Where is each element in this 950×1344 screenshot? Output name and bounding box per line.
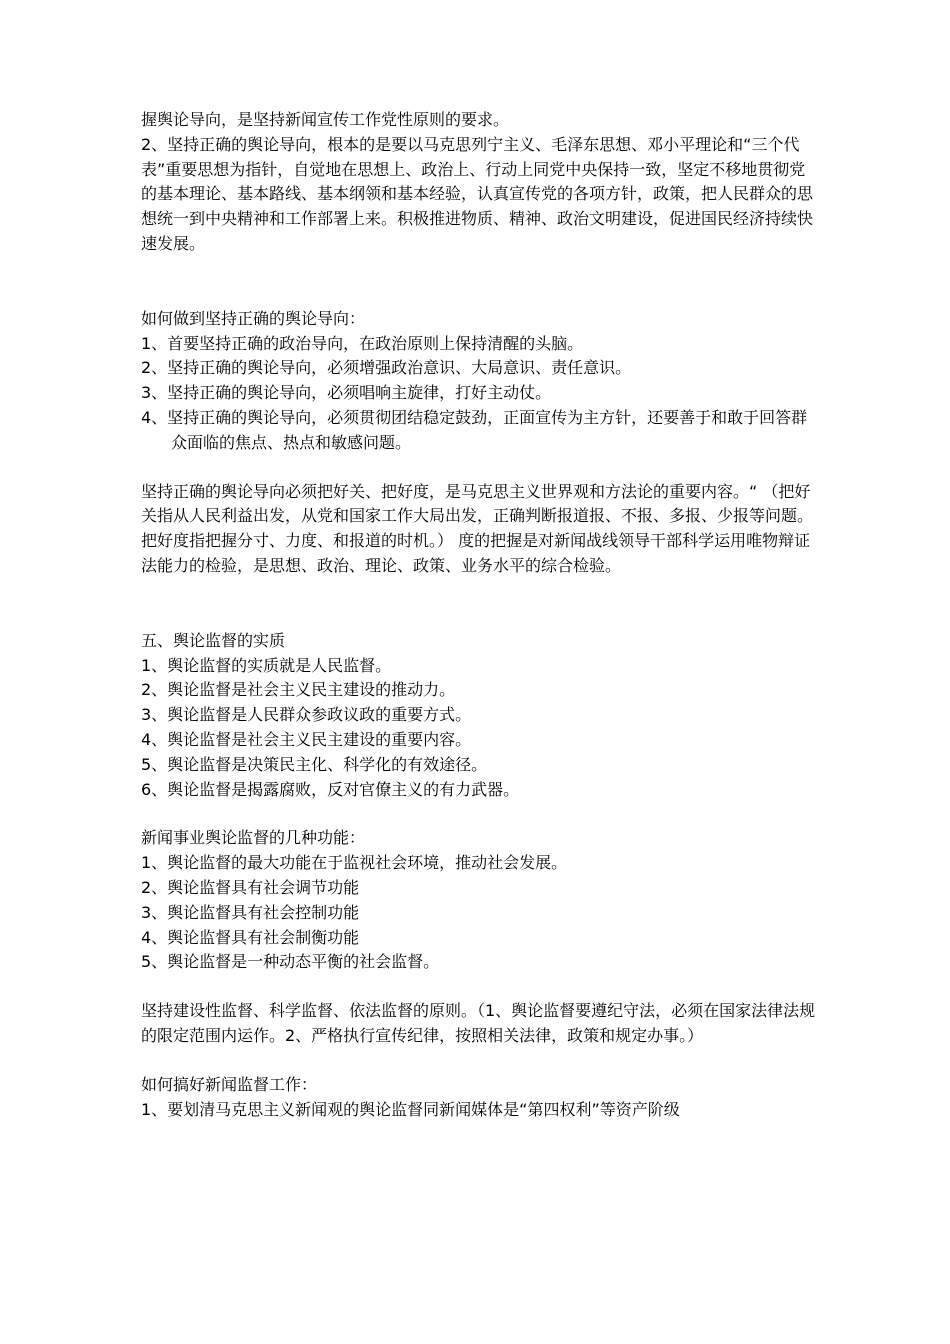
list-item: 3、舆论监督是人民群众参政议政的重要方式。	[141, 705, 472, 725]
section-heading-supervision-essence: 五、舆论监督的实质	[141, 630, 286, 650]
spacer	[141, 579, 821, 629]
list-item: 1、舆论监督的最大功能在于监视社会环境，推动社会发展。	[141, 853, 568, 873]
list-item: 3、舆论监督具有社会控制功能	[141, 902, 360, 922]
list-item: 5、舆论监督是一种动态平衡的社会监督。	[141, 952, 440, 972]
spacer	[141, 456, 821, 480]
list-item: 1、舆论监督的实质就是人民监督。	[141, 655, 392, 675]
list-item: 1、首要坚持正确的政治导向，在政治原则上保持清醒的头脑。	[141, 333, 584, 353]
spacer	[141, 1049, 821, 1073]
section-heading-functions: 新闻事业舆论监督的几种功能：	[141, 828, 366, 848]
list-item: 4、舆论监督是社会主义民主建设的重要内容。	[141, 729, 472, 749]
paragraph-principles: 坚持建设性监督、科学监督、依法监督的原则。（1、舆论监督要遵纪守法，必须在国家法律法规的限定范围内运作。2、严格执行宣传纪律，按照相关法律，政策和规定办事。）	[141, 1001, 816, 1045]
section-heading-guidance: 如何做到坚持正确的舆论导向：	[141, 308, 366, 328]
list-item: 4、舆论监督具有社会制衡功能	[141, 927, 360, 947]
list-item: 2、坚持正确的舆论导向，必须增强政治意识、大局意识、责任意识。	[141, 358, 632, 378]
paragraph-continuation: 握舆论导向，是坚持新闻宣传工作党性原则的要求。	[141, 110, 510, 129]
paragraph-point-2: 2、坚持正确的舆论导向，根本的是要以马克思列宁主义、毛泽东思想、邓小平理论和“三个代表”重要思想为指针，自觉地在思想上、政治上、行动上同党中央保持一致，坚定不移地贯彻党的基本理论、基本路线、基本纲领和基本经验，认真宣传党的各项方针，政策，把人民群众的思想统一到中央精神和工作部署上来。积极推进物质、精神、政治文明建设，促进国民经济持续快速发展。	[141, 134, 814, 253]
paragraph-gatekeeping: 坚持正确的舆论导向必须把好关、把好度，是马克思主义世界观和方法论的重要内容。“ （把好关指从人民利益出发，从党和国家工作大局出发，正确判断报道报、不报、多报、少报等问题。把好度指把握分寸、力度、和报道的时机。） 度的把握是对新闻战线领导干部科学运用唯物辩证法能力的检验，是思想、政治、理论、政策、业务水平的综合检验。	[141, 481, 814, 575]
list-item: 6、舆论监督是揭露腐败，反对官僚主义的有力武器。	[141, 779, 520, 799]
document-body	[141, 108, 821, 1122]
section-heading-how-to-supervise: 如何搞好新闻监督工作：	[141, 1074, 318, 1094]
spacer	[141, 257, 821, 307]
spacer	[141, 802, 821, 826]
list-item: 2、舆论监督是社会主义民主建设的推动力。	[141, 680, 456, 700]
list-item: 2、舆论监督具有社会调节功能	[141, 877, 360, 897]
list-item: 4、坚持正确的舆论导向，必须贯彻团结稳定鼓劲，正面宣传为主方针，还要善于和敢于回答群众面临的焦点、热点和敏感问题。	[141, 407, 808, 452]
spacer	[141, 975, 821, 999]
list-item: 5、舆论监督是决策民主化、科学化的有效途径。	[141, 754, 488, 774]
list-item: 3、坚持正确的舆论导向，必须唱响主旋律，打好主动仗。	[141, 383, 552, 403]
list-item: 1、要划清马克思主义新闻观的舆论监督同新闻媒体是“第四权利”等资产阶级	[141, 1099, 680, 1119]
